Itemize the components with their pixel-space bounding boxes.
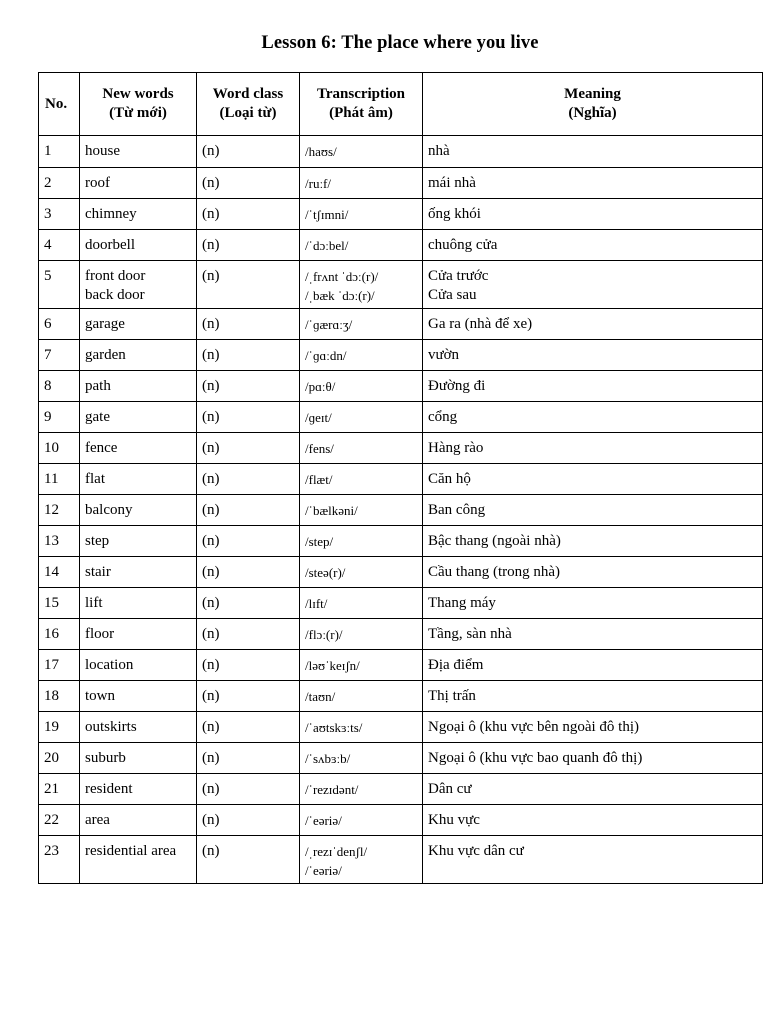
- cell-transcription-line: /flɔː(r)/: [305, 627, 343, 642]
- cell-transcription: [300, 168, 423, 199]
- cell-number: [39, 402, 80, 433]
- cell-transcription-line: /fens/: [305, 441, 334, 456]
- cell-transcription-line: /pɑːθ/: [305, 379, 336, 394]
- table-row: [39, 557, 763, 588]
- cell-new-word-line: roof: [85, 175, 110, 191]
- cell-meaning-line: vườn: [428, 347, 460, 363]
- cell-meaning: [423, 168, 763, 199]
- table-row: [39, 619, 763, 650]
- cell-word-class: [197, 230, 300, 261]
- cell-meaning: [423, 309, 763, 340]
- cell-transcription-line: /ləʊˈkeɪʃn/: [305, 658, 360, 673]
- cell-word-class: [197, 712, 300, 743]
- cell-word-class: [197, 433, 300, 464]
- cell-word-class-text: (n): [202, 237, 220, 253]
- cell-number-text: 20: [44, 750, 59, 766]
- cell-transcription: [300, 309, 423, 340]
- cell-number: [39, 557, 80, 588]
- cell-new-word-line: lift: [85, 595, 103, 611]
- cell-transcription-line: /step/: [305, 534, 334, 549]
- cell-transcription: [300, 743, 423, 774]
- cell-number-text: 16: [44, 626, 59, 642]
- cell-meaning-line: Ngoại ô (khu vực bên ngoài đô thị): [428, 719, 640, 735]
- cell-meaning-line: Thị trấn: [428, 688, 476, 704]
- table-row: [39, 712, 763, 743]
- cell-meaning: [423, 805, 763, 836]
- cell-word-class-text: (n): [202, 316, 220, 332]
- cell-number-text: 14: [44, 564, 59, 580]
- cell-word-class: [197, 495, 300, 526]
- cell-transcription-line: /flæt/: [305, 472, 333, 487]
- header-transcription: Transcription (Phát âm): [300, 73, 423, 136]
- table-row: [39, 805, 763, 836]
- table-row: [39, 230, 763, 261]
- cell-meaning: [423, 650, 763, 681]
- cell-transcription-line: /ˈeəriə/: [305, 863, 342, 878]
- cell-meaning: [423, 836, 763, 884]
- cell-transcription: [300, 774, 423, 805]
- cell-meaning: [423, 371, 763, 402]
- cell-transcription-line: /ˌbæk ˈdɔː(r)/: [305, 288, 375, 303]
- table-row: [39, 464, 763, 495]
- cell-meaning: [423, 774, 763, 805]
- table-row: [39, 743, 763, 774]
- cell-meaning-line: Hàng rào: [428, 440, 484, 456]
- cell-new-word-line: fence: [85, 440, 118, 456]
- table-row: [39, 433, 763, 464]
- table-row: [39, 199, 763, 230]
- table-row: [39, 371, 763, 402]
- cell-meaning-line: cổng: [428, 409, 458, 425]
- cell-transcription-line: /steə(r)/: [305, 565, 346, 580]
- cell-transcription-line: /lɪft/: [305, 596, 328, 611]
- cell-transcription-line: /ˈaʊtskɜːts/: [305, 720, 363, 735]
- cell-new-word-line: resident: [85, 781, 133, 797]
- cell-number-text: 8: [44, 378, 52, 394]
- cell-transcription: [300, 526, 423, 557]
- cell-number: [39, 650, 80, 681]
- cell-word-class-text: (n): [202, 750, 220, 766]
- cell-word-class-text: (n): [202, 206, 220, 222]
- header-no: No.: [39, 73, 80, 136]
- cell-word-class: [197, 650, 300, 681]
- cell-transcription-line: /ruːf/: [305, 176, 331, 191]
- cell-new-word: [80, 168, 197, 199]
- cell-transcription: [300, 340, 423, 371]
- cell-number-text: 17: [44, 657, 59, 673]
- cell-transcription-line: /ˌfrʌnt ˈdɔː(r)/: [305, 269, 379, 284]
- cell-meaning: [423, 402, 763, 433]
- page-title: Lesson 6: The place where you live: [261, 33, 539, 53]
- cell-word-class-text: (n): [202, 533, 220, 549]
- cell-new-word-line: flat: [85, 471, 105, 487]
- cell-number-text: 22: [44, 812, 59, 828]
- cell-number-text: 23: [44, 843, 59, 859]
- cell-word-class: [197, 557, 300, 588]
- cell-word-class: [197, 743, 300, 774]
- cell-word-class: [197, 168, 300, 199]
- cell-word-class-text: (n): [202, 812, 220, 828]
- table-row: [39, 650, 763, 681]
- cell-meaning: [423, 743, 763, 774]
- cell-new-word-line: garage: [85, 316, 125, 332]
- cell-number-text: 11: [44, 471, 59, 487]
- cell-word-class: [197, 588, 300, 619]
- cell-number: [39, 526, 80, 557]
- cell-transcription: [300, 402, 423, 433]
- cell-new-word: [80, 712, 197, 743]
- cell-new-word: [80, 371, 197, 402]
- cell-new-word: [80, 433, 197, 464]
- cell-new-word-line: residential area: [85, 843, 177, 859]
- cell-new-word-line: suburb: [85, 750, 126, 766]
- cell-word-class-text: (n): [202, 843, 220, 859]
- cell-number: [39, 340, 80, 371]
- cell-number: [39, 168, 80, 199]
- cell-transcription: [300, 712, 423, 743]
- cell-meaning: [423, 261, 763, 309]
- cell-meaning: [423, 433, 763, 464]
- cell-meaning: [423, 199, 763, 230]
- cell-word-class-text: (n): [202, 409, 220, 425]
- cell-meaning-line: mái nhà: [428, 175, 476, 191]
- cell-meaning-line: Ban công: [428, 502, 486, 518]
- table-body: [39, 136, 763, 884]
- table-row: [39, 168, 763, 199]
- cell-number: [39, 681, 80, 712]
- cell-number: [39, 805, 80, 836]
- cell-new-word: [80, 136, 197, 168]
- table-row: [39, 681, 763, 712]
- cell-transcription-line: /ˈbælkəni/: [305, 503, 358, 518]
- cell-transcription-line: /ˈɡɑːdn/: [305, 348, 347, 363]
- cell-meaning: [423, 464, 763, 495]
- header-word-class: Word class (Loại từ): [197, 73, 300, 136]
- cell-word-class-text: (n): [202, 347, 220, 363]
- cell-transcription: [300, 371, 423, 402]
- table-header-row: [39, 73, 763, 136]
- cell-new-word: [80, 230, 197, 261]
- cell-word-class-text: (n): [202, 378, 220, 394]
- cell-number-text: 18: [44, 688, 59, 704]
- cell-word-class-text: (n): [202, 175, 220, 191]
- cell-word-class: [197, 681, 300, 712]
- cell-new-word: [80, 309, 197, 340]
- cell-number-text: 1: [44, 143, 52, 159]
- cell-meaning-line: Cầu thang (trong nhà): [428, 564, 561, 580]
- cell-transcription: [300, 199, 423, 230]
- cell-new-word-line: house: [85, 143, 120, 159]
- cell-word-class: [197, 805, 300, 836]
- cell-number-text: 15: [44, 595, 59, 611]
- cell-number-text: 19: [44, 719, 59, 735]
- cell-new-word: [80, 743, 197, 774]
- cell-meaning: [423, 557, 763, 588]
- cell-word-class: [197, 136, 300, 168]
- cell-number-text: 21: [44, 781, 59, 797]
- cell-transcription-line: /ˈtʃɪmni/: [305, 207, 349, 222]
- cell-meaning-line: Tầng, sàn nhà: [428, 626, 512, 642]
- cell-number-text: 12: [44, 502, 59, 518]
- cell-word-class-text: (n): [202, 268, 220, 284]
- cell-transcription: [300, 230, 423, 261]
- cell-word-class-text: (n): [202, 502, 220, 518]
- cell-word-class-text: (n): [202, 471, 220, 487]
- cell-number: [39, 588, 80, 619]
- table-row: [39, 526, 763, 557]
- cell-new-word: [80, 526, 197, 557]
- cell-transcription: [300, 557, 423, 588]
- table-row: [39, 261, 763, 309]
- cell-word-class: [197, 340, 300, 371]
- cell-number: [39, 836, 80, 884]
- cell-word-class: [197, 774, 300, 805]
- cell-new-word: [80, 805, 197, 836]
- cell-number: [39, 495, 80, 526]
- cell-new-word: [80, 619, 197, 650]
- vocabulary-table: [38, 72, 763, 884]
- table-row: [39, 495, 763, 526]
- cell-new-word: [80, 199, 197, 230]
- cell-meaning-line: Căn hộ: [428, 471, 471, 487]
- cell-meaning: [423, 495, 763, 526]
- cell-new-word: [80, 588, 197, 619]
- cell-meaning-line: Đường đi: [428, 378, 486, 394]
- cell-meaning: [423, 526, 763, 557]
- cell-word-class: [197, 199, 300, 230]
- table-row: [39, 136, 763, 168]
- cell-meaning-line: Thang máy: [428, 595, 496, 611]
- cell-meaning: [423, 619, 763, 650]
- cell-new-word: [80, 681, 197, 712]
- cell-number: [39, 464, 80, 495]
- cell-transcription: [300, 805, 423, 836]
- cell-meaning: [423, 136, 763, 168]
- cell-new-word-line: doorbell: [85, 237, 135, 253]
- cell-number-text: 4: [44, 237, 52, 253]
- cell-new-word-line: garden: [85, 347, 126, 363]
- table-row: [39, 340, 763, 371]
- table-row: [39, 309, 763, 340]
- cell-transcription-line: /ˌrezɪˈdenʃl/: [305, 844, 368, 859]
- cell-meaning-line: Cửa trước: [428, 268, 489, 284]
- cell-number-text: 5: [44, 268, 52, 284]
- cell-new-word: [80, 650, 197, 681]
- cell-new-word-line: area: [85, 812, 110, 828]
- cell-transcription-line: /ˈsʌbɜːb/: [305, 751, 351, 766]
- cell-number-text: 2: [44, 175, 52, 191]
- cell-transcription-line: /ˈrezɪdənt/: [305, 782, 359, 797]
- cell-word-class-text: (n): [202, 595, 220, 611]
- cell-meaning-line: Dân cư: [428, 781, 472, 797]
- cell-number: [39, 309, 80, 340]
- cell-word-class: [197, 371, 300, 402]
- cell-number-text: 10: [44, 440, 59, 456]
- cell-new-word: [80, 836, 197, 884]
- cell-number: [39, 261, 80, 309]
- cell-new-word-line: town: [85, 688, 115, 704]
- cell-new-word-line: outskirts: [85, 719, 137, 735]
- cell-meaning-line: Ga ra (nhà để xe): [428, 316, 533, 332]
- cell-transcription: [300, 261, 423, 309]
- cell-new-word: [80, 464, 197, 495]
- cell-meaning: [423, 340, 763, 371]
- table-row: [39, 774, 763, 805]
- cell-new-word: [80, 340, 197, 371]
- cell-meaning-line: Khu vực dân cư: [428, 843, 524, 859]
- cell-word-class-text: (n): [202, 688, 220, 704]
- cell-transcription-line: /ˈdɔːbel/: [305, 238, 349, 253]
- cell-number-text: 6: [44, 316, 52, 332]
- cell-transcription-line: /ˈeəriə/: [305, 813, 342, 828]
- cell-meaning: [423, 712, 763, 743]
- cell-number: [39, 712, 80, 743]
- cell-number: [39, 230, 80, 261]
- header-new-words: New words (Từ mới): [80, 73, 197, 136]
- cell-new-word-line: floor: [85, 626, 115, 642]
- cell-new-word: [80, 495, 197, 526]
- cell-new-word: [80, 774, 197, 805]
- cell-number: [39, 199, 80, 230]
- cell-transcription: [300, 588, 423, 619]
- cell-transcription: [300, 495, 423, 526]
- cell-number: [39, 136, 80, 168]
- cell-meaning-line: Bậc thang (ngoài nhà): [428, 533, 561, 549]
- cell-transcription: [300, 619, 423, 650]
- cell-meaning-line: ống khói: [428, 206, 481, 222]
- cell-word-class: [197, 619, 300, 650]
- cell-new-word-line: back door: [85, 287, 145, 303]
- cell-new-word: [80, 261, 197, 309]
- cell-transcription: [300, 433, 423, 464]
- cell-word-class-text: (n): [202, 719, 220, 735]
- cell-word-class-text: (n): [202, 657, 220, 673]
- table-row: [39, 402, 763, 433]
- cell-transcription: [300, 136, 423, 168]
- cell-meaning-line: chuông cửa: [428, 237, 498, 253]
- cell-number: [39, 619, 80, 650]
- cell-word-class-text: (n): [202, 143, 220, 159]
- cell-number: [39, 743, 80, 774]
- cell-transcription: [300, 464, 423, 495]
- cell-meaning: [423, 230, 763, 261]
- cell-meaning-line: Cửa sau: [428, 287, 477, 303]
- table-row: [39, 836, 763, 884]
- cell-new-word-line: location: [85, 657, 134, 673]
- cell-number-text: 3: [44, 206, 52, 222]
- cell-word-class: [197, 836, 300, 884]
- cell-word-class: [197, 261, 300, 309]
- cell-transcription: [300, 650, 423, 681]
- cell-number: [39, 371, 80, 402]
- cell-number-text: 13: [44, 533, 59, 549]
- table-row: [39, 588, 763, 619]
- cell-number-text: 7: [44, 347, 52, 363]
- cell-word-class-text: (n): [202, 626, 220, 642]
- cell-new-word-line: step: [85, 533, 110, 549]
- cell-number: [39, 433, 80, 464]
- cell-meaning: [423, 681, 763, 712]
- cell-word-class-text: (n): [202, 440, 220, 456]
- cell-word-class: [197, 309, 300, 340]
- cell-new-word-line: balcony: [85, 502, 133, 518]
- cell-number: [39, 774, 80, 805]
- cell-new-word-line: path: [85, 378, 111, 394]
- cell-new-word: [80, 557, 197, 588]
- cell-transcription-line: /haʊs/: [305, 144, 337, 159]
- cell-meaning-line: nhà: [428, 143, 450, 159]
- cell-word-class: [197, 526, 300, 557]
- cell-transcription-line: /ɡeɪt/: [305, 410, 332, 425]
- cell-transcription: [300, 836, 423, 884]
- cell-transcription: [300, 681, 423, 712]
- header-meaning: Meaning (Nghĩa): [423, 73, 763, 136]
- cell-new-word-line: chimney: [85, 206, 137, 222]
- cell-new-word-line: stair: [85, 564, 111, 580]
- cell-word-class: [197, 464, 300, 495]
- cell-new-word-line: front door: [85, 268, 146, 284]
- cell-meaning-line: Khu vực: [428, 812, 480, 828]
- cell-new-word-line: gate: [85, 409, 110, 425]
- cell-word-class-text: (n): [202, 564, 220, 580]
- cell-number-text: 9: [44, 409, 52, 425]
- cell-transcription-line: /ˈɡærɑːʒ/: [305, 317, 353, 332]
- cell-transcription-line: /taʊn/: [305, 689, 336, 704]
- cell-new-word: [80, 402, 197, 433]
- cell-meaning-line: Địa điểm: [428, 657, 484, 673]
- cell-meaning-line: Ngoại ô (khu vực bao quanh đô thị): [428, 750, 643, 766]
- cell-word-class-text: (n): [202, 781, 220, 797]
- cell-word-class: [197, 402, 300, 433]
- cell-meaning: [423, 588, 763, 619]
